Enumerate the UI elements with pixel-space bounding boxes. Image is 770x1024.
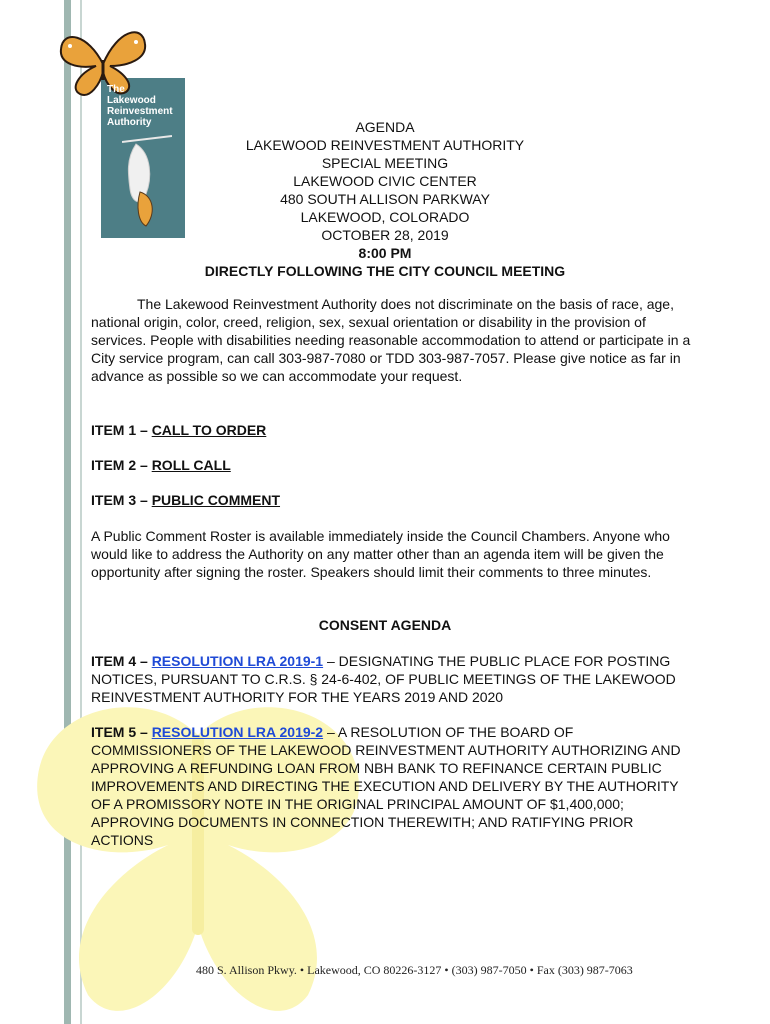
item-1-title: CALL TO ORDER: [151, 422, 267, 438]
item-2-label: ITEM 2 –: [91, 457, 152, 473]
meeting-time: 8:00 PM: [358, 245, 412, 261]
consent-agenda-heading: CONSENT AGENDA: [318, 617, 452, 633]
resolution-2019-2-link[interactable]: RESOLUTION LRA 2019-2: [151, 724, 324, 740]
heading-line-1: AGENDA: [355, 119, 415, 135]
item-3-title: PUBLIC COMMENT: [151, 492, 281, 508]
item-3-label: ITEM 3 –: [91, 492, 152, 508]
logo-line-1: The: [107, 84, 125, 95]
agenda-item-3: [91, 491, 691, 509]
agenda-item-1: [91, 421, 691, 439]
agenda-item-4: [91, 652, 691, 706]
heading-line-4: LAKEWOOD CIVIC CENTER: [293, 173, 477, 189]
item-4-text: – DESIGNATING THE PUBLIC PLACE FOR POSTING NOTICES, PURSUANT TO C.R.S. § 24-6-402, OF PUBLIC MEETINGS OF THE LAKEWOOD REINVESTMENT AUTHORITY FOR THE YEARS 2019 AND 2020: [91, 653, 676, 705]
logo-line-4: Authority: [107, 117, 152, 128]
agenda-item-2: [91, 456, 691, 474]
item-4-label: ITEM 4 –: [91, 653, 152, 669]
logo-line-3: Reinvestment: [107, 106, 173, 117]
item-5-text: – A RESOLUTION OF THE BOARD OF COMMISSIONERS OF THE LAKEWOOD REINVESTMENT AUTHORITY AUTHORIZING AND APPROVING A REFUNDING LOAN FROM NBH BANK TO REFINANCE CERTAIN PUBLIC IMPROVEMENTS AND DIRECTING THE EXECUTION AND DELIVERY BY THE AUTHORITY OF A PROMISSORY NOTE IN THE ORIGINAL PRINCIPAL AMOUNT OF $1,400,000; APPROVING DOCUMENTS IN CONNECTION THEREWITH; AND RATIFYING PRIOR ACTIONS: [91, 724, 681, 848]
resolution-2019-1-link[interactable]: RESOLUTION LRA 2019-1: [151, 653, 324, 669]
meeting-subtitle: DIRECTLY FOLLOWING THE CITY COUNCIL MEETING: [204, 263, 566, 279]
heading-line-7: OCTOBER 28, 2019: [321, 227, 449, 243]
heading-line-2: LAKEWOOD REINVESTMENT AUTHORITY: [245, 137, 525, 153]
address-footer: 480 S. Allison Pkwy. • Lakewood, CO 80226-3127 • (303) 987-7050 • Fax (303) 987-7063: [196, 963, 633, 977]
heading-line-3: SPECIAL MEETING: [321, 155, 449, 171]
agenda-heading: [0, 118, 770, 280]
item-1-label: ITEM 1 –: [91, 422, 152, 438]
heading-line-5: 480 SOUTH ALLISON PARKWAY: [280, 191, 490, 207]
public-comment-text: A Public Comment Roster is available immediately inside the Council Chambers. Anyone who would like to address the Authority on any matter other than an agenda item will be given the opportunity after signing the roster. Speakers should limit their comments to three minutes.: [91, 528, 670, 580]
agenda-item-5: [91, 723, 691, 849]
nondiscrimination-notice: The Lakewood Reinvestment Authority does not discriminate on the basis of race, age, national origin, color, creed, religion, sex, sexual orientation or disability in the provision of services. People with disabilities needing reasonable accommodation to attend or participate in a City service program, can call 303-987-7080 or TDD 303-987-7057. Please give notice as far in advance as possible so we can accommodate your request.: [91, 296, 691, 384]
item-2-title: ROLL CALL: [151, 457, 231, 473]
logo-line-2: Lakewood: [107, 95, 156, 106]
item-5-label: ITEM 5 –: [91, 724, 152, 740]
heading-line-6: LAKEWOOD, COLORADO: [300, 209, 470, 225]
